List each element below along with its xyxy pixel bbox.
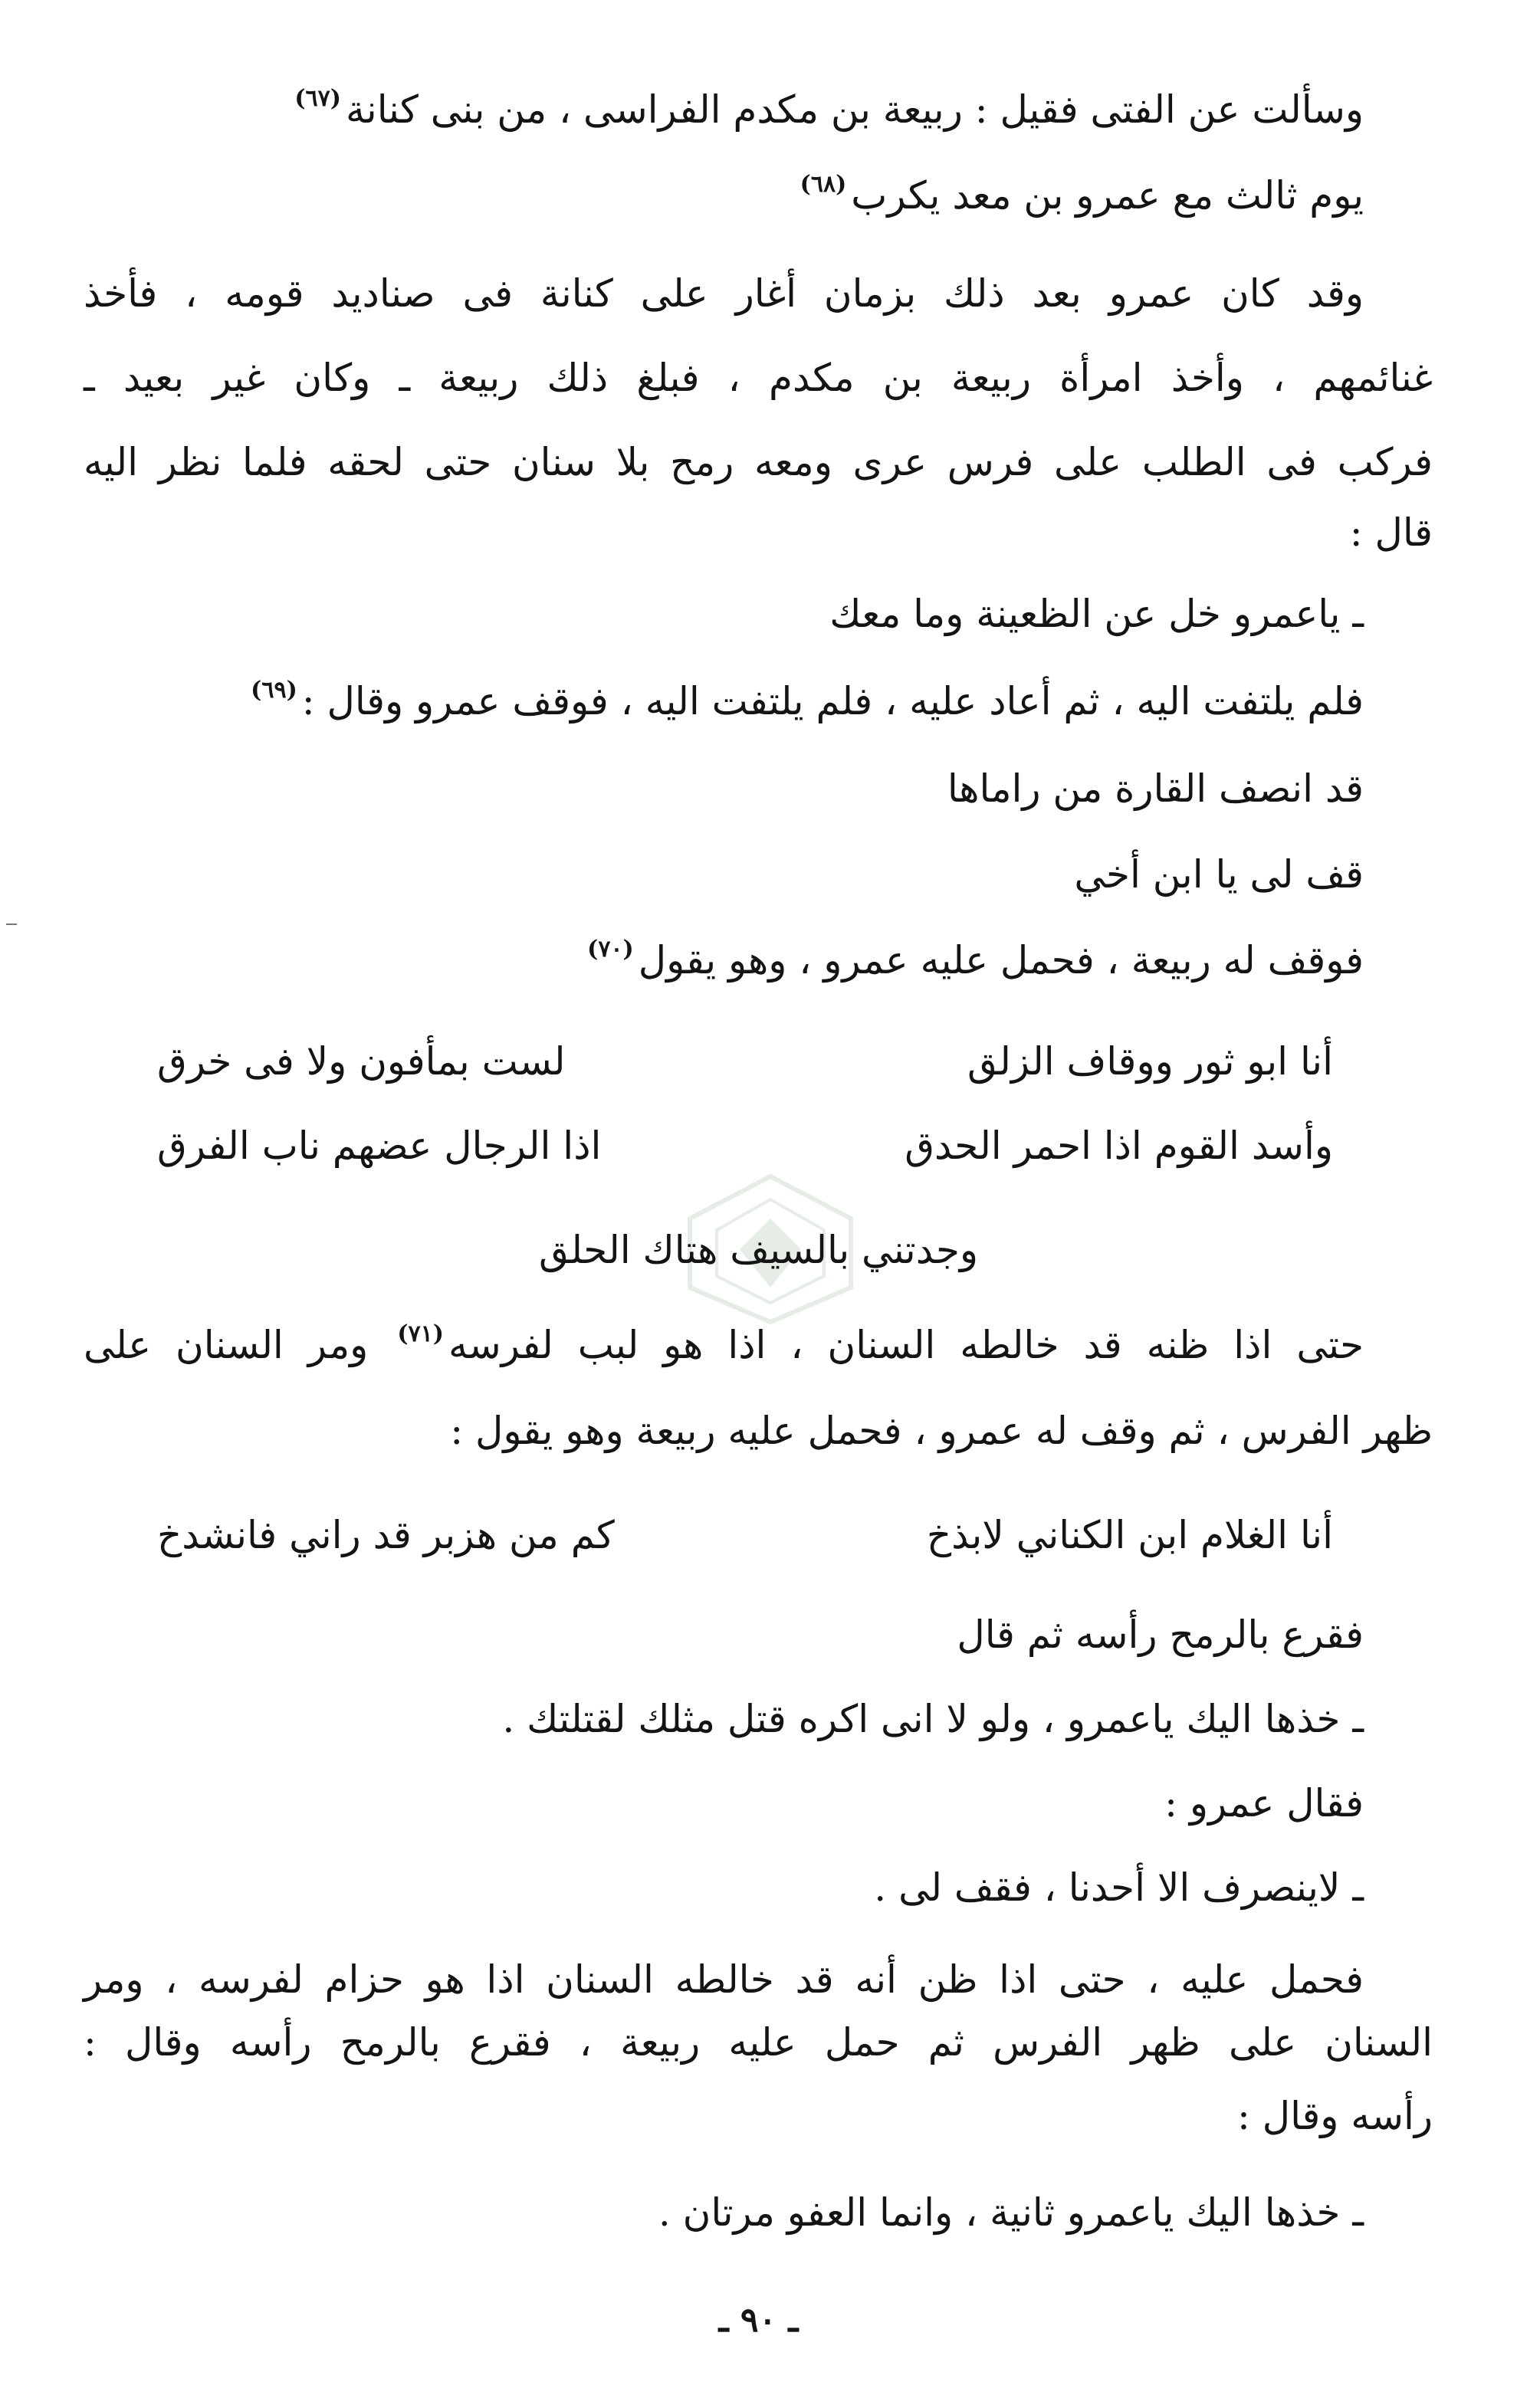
text-line (84, 169, 1364, 228)
text-line: وقد كان عمرو بعد ذلك بزمان أغار على كنانة فى صناديد قومه ، فأخذ (84, 271, 1364, 316)
line-text: وسألت عن الفتى فقيل : ربيعة بن مكدم الفراسى ، من بنى كنانة (345, 87, 1364, 132)
text-line: السنان على ظهر الفرس ثم حمل عليه ربيعة ، فقرع بالرمح رأسه وقال : (84, 2020, 1433, 2065)
line-text: يوم ثالث مع عمرو بن معد يكرب (851, 173, 1364, 218)
text-line: فقال عمرو : (1164, 1781, 1364, 1826)
text-line: ـ خذها اليك ياعمرو ثانية ، وانما العفو مرتان . (658, 2190, 1364, 2235)
verse-left-hemistich: اذا الرجال عضهم ناب الفرق (157, 1124, 602, 1168)
verse-left-hemistich: لست بمأفون ولا فى خرق (157, 1039, 566, 1084)
footnote-marker: (٦٩) (251, 677, 297, 704)
line-text: فوقف له ربيعة ، فحمل عليه عمرو ، وهو يقول (638, 938, 1364, 983)
text-line: فحمل عليه ، حتى اذا ظن أنه قد خالطه السنان اذا هو حزام لفرسه ، ومر (84, 1957, 1364, 2002)
line-tail: ومر السنان على (84, 1323, 369, 1367)
verse-left-hemistich: كم من هزبر قد راني فانشدخ (157, 1513, 615, 1557)
text-line: ـ ياعمرو خل عن الظعينة وما معك (829, 592, 1364, 636)
text-line: ـ خذها اليك ياعمرو ، ولو لا انى اكره قتل مثلك لقتلتك . (502, 1697, 1364, 1741)
text-line: ظهر الفرس ، ثم وقف له عمرو ، فحمل عليه ربيعة وهو يقول : (450, 1409, 1433, 1453)
text-line (84, 1318, 1364, 1378)
text-line: فقرع بالرمح رأسه ثم قال (957, 1612, 1364, 1657)
text-line: رأسه وقال : (1237, 2094, 1433, 2138)
verse-right-hemistich: أنا الغلام ابن الكناني لابذخ (926, 1513, 1333, 1557)
line-text: حتى اذا ظنه قد خالطه السنان ، اذا هو لبب لفرسه (448, 1323, 1364, 1367)
footnote-marker: (٧٠) (587, 936, 634, 963)
text-line: قد انصف القارة من راماها (947, 766, 1364, 811)
text-line (84, 674, 1364, 734)
verse-center: وجدتني بالسيف هتاك الحلق (538, 1228, 979, 1272)
text-line: قال : (1349, 510, 1433, 555)
footnote-marker: (٦٨) (800, 171, 847, 198)
text-line: ـ لاينصرف الا أحدنا ، فقف لى . (874, 1865, 1364, 1910)
line-text: فلم يلتفت اليه ، ثم أعاد عليه ، فلم يلتفت اليه ، فوقف عمرو وقال : (301, 679, 1364, 723)
verse-right-hemistich: أنا ابو ثور ووقاف الزلق (967, 1039, 1333, 1084)
text-line: فركب فى الطلب على فرس عرى ومعه رمح بلا سنان حتى لحقه فلما نظر اليه (84, 440, 1433, 484)
text-line (84, 933, 1364, 993)
text-line: قف لى يا ابن أخي (1074, 852, 1364, 897)
footnote-marker: (٦٧) (294, 85, 341, 112)
page-number: ـ ٩٠ ـ (718, 2301, 799, 2340)
text-line (84, 83, 1364, 143)
verse-right-hemistich: وأسد القوم اذا احمر الحدق (905, 1124, 1333, 1168)
text-line: غنائمهم ، وأخذ امرأة ربيعة بن مكدم ، فبلغ ذلك ربيعة ـ وكان غير بعيد ـ (84, 356, 1433, 400)
margin-mark (6, 924, 17, 925)
footnote-marker: (٧١) (397, 1320, 444, 1347)
